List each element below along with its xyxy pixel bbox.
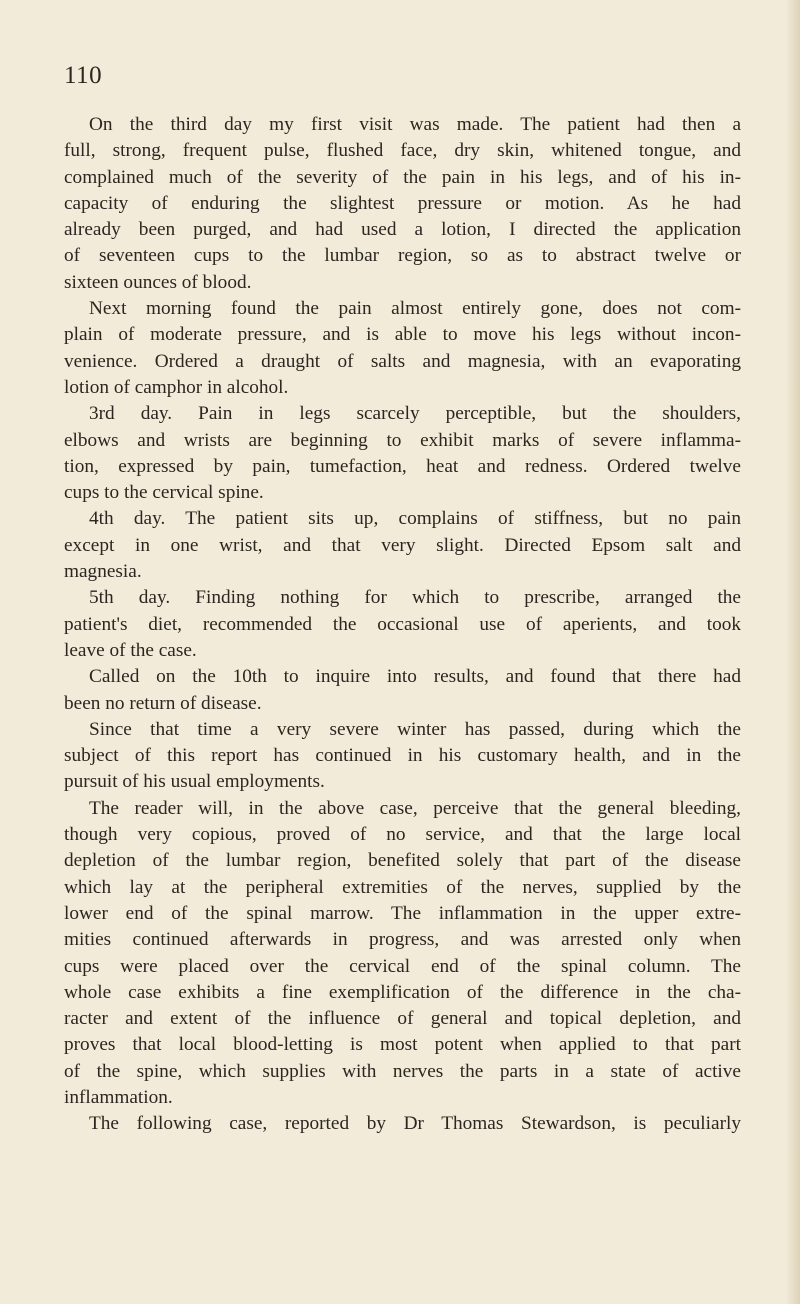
text-line: elbows and wrists are beginning to exhibit marks of severe inflamma- (64, 429, 741, 451)
text-line: racter and extent of the influence of general and topical depletion, and (64, 1008, 741, 1030)
text-line: though very copious, proved of no service, and that the large local (64, 824, 741, 846)
text-line: 3rd day. Pain in legs scarcely perceptible, but the shoulders, (89, 403, 741, 425)
text-line: complained much of the severity of the pain in his legs, and of his in- (64, 166, 741, 188)
text-line: tion, expressed by pain, tumefaction, heat and redness. Ordered twelve (64, 455, 741, 477)
text-line: 4th day. The patient sits up, complains of stiffness, but no pain (89, 508, 741, 530)
text-line: 5th day. Finding nothing for which to prescribe, arranged the (89, 587, 741, 609)
text-line: which lay at the peripheral extremities of the nerves, supplied by the (64, 876, 741, 898)
text-line: patient's diet, recommended the occasional use of aperients, and took (64, 613, 741, 635)
text-line: subject of this report has continued in his customary health, and in the (64, 745, 741, 767)
text-line: proves that local blood-letting is most potent when applied to that part (64, 1034, 741, 1056)
text-line: mities continued afterwards in progress, and was arrested only when (64, 929, 741, 951)
text-line: Next morning found the pain almost entirely gone, does not com- (89, 298, 741, 320)
text-line: Called on the 10th to inquire into results, and found that there had (89, 666, 741, 688)
text-line: On the third day my first visit was made. The patient had then a (89, 114, 741, 135)
text-line: of seventeen cups to the lumbar region, so as to abstract twelve or (64, 245, 741, 267)
text-line: whole case exhibits a fine exemplification of the difference in the cha- (64, 981, 741, 1003)
text-line: full, strong, frequent pulse, flushed face, dry skin, whitened tongue, and (64, 140, 741, 162)
text-line: capacity of enduring the slightest pressure or motion. As he had (64, 192, 741, 214)
text-line: The following case, reported by Dr Thomas Stewardson, is peculiarly (89, 1113, 741, 1135)
text-line: inflammation. (64, 1086, 173, 1108)
text-line: sixteen ounces of blood. (64, 271, 252, 293)
text-line: cups to the cervical spine. (64, 482, 264, 504)
text-line: venience. Ordered a draught of salts and magnesia, with an evaporating (64, 350, 741, 372)
text-line: plain of moderate pressure, and is able to move his legs without incon- (64, 324, 741, 346)
text-line: The reader will, in the above case, perceive that the general bleeding, (89, 797, 741, 819)
page-edge-shadow (786, 0, 800, 1304)
text-line: of the spine, which supplies with nerves the parts in a state of active (64, 1060, 741, 1082)
text-line: leave of the case. (64, 639, 197, 661)
text-line: pursuit of his usual employments. (64, 771, 325, 793)
text-line: lotion of camphor in alcohol. (64, 376, 289, 398)
text-line: magnesia. (64, 561, 142, 583)
text-line: lower end of the spinal marrow. The inflammation in the upper extre- (64, 902, 741, 924)
page-number: 110 (64, 62, 103, 89)
text-line: been no return of disease. (64, 692, 262, 714)
text-line: except in one wrist, and that very slight. Directed Epsom salt and (64, 534, 741, 556)
text-line: already been purged, and had used a lotion, I directed the application (64, 219, 741, 241)
text-line: Since that time a very severe winter has passed, during which the (89, 718, 741, 740)
body-text (64, 112, 741, 1138)
text-line: depletion of the lumbar region, benefited solely that part of the disease (64, 850, 741, 872)
text-line: cups were placed over the cervical end of the spinal column. The (64, 955, 741, 977)
